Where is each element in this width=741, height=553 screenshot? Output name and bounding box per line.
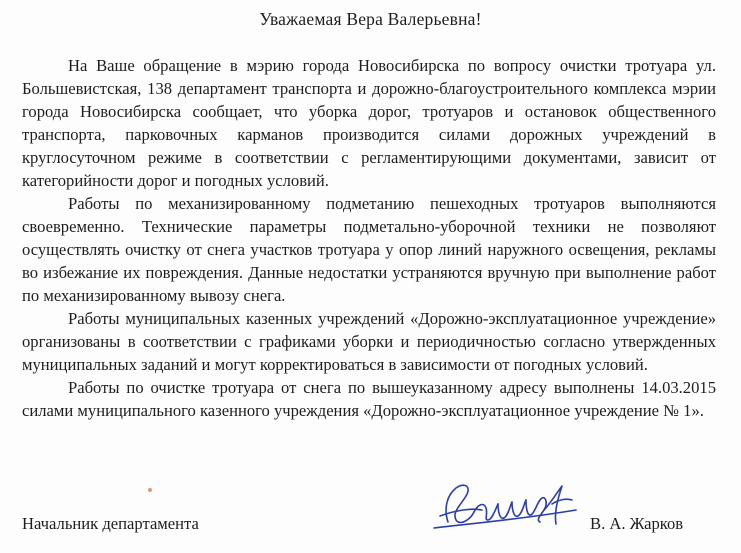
paragraph-municipal-institutions: Работы муниципальных казенных учреждений «Дорожно-эксплуатационное учреждение» организованы в соответствии с графиками уборки и периодичностью согласно утвержденных муниципальных заданий и могут корректироваться в зависимости от погодных условий. [22,309,716,374]
paragraph-work-completed: Работы по очистке тротуара от снега по вышеуказанному адресу выполнены 14.03.2015 силами муниципального казенного учреждения «Дорожно-эксплуатационное учреждение № 1». [22,378,716,420]
ink-speck [148,488,152,492]
position-title: Начальник департамента [22,514,199,533]
letter-footer [22,512,716,536]
paragraph-mechanized-sweeping: Работы по механизированному подметанию пешеходных тротуаров выполняются своевременно. Технические параметры подметально-уборочной техники не позволяют осуществлять очистку от снега участков тротуара у опор линий наружного освещения, рекламы во избежание их повреждения. Данные недостатки устраняются вручную при выполнение работ по механизированному вывозу снега. [22,194,716,305]
letter-body [22,54,716,422]
signer-name: В. А. Жарков [590,514,684,533]
letter-greeting: Уважаемая Вера Валерьевна! [259,9,482,29]
paragraph-request-response: На Ваше обращение в мэрию города Новосибирска по вопросу очистки тротуара ул. Большевистская, 138 департамент транспорта и дорожно-благоустроительного комплекса мэрии города Новосибирска сообщает, что уборка дорог, тротуаров и остановок общественного транспорта, парковочных карманов производится силами дорожных учреждений в круглосуточном режиме в соответствии с регламентирующими документами, зависит от категорийности дорог и погодных условий. [22,56,716,190]
